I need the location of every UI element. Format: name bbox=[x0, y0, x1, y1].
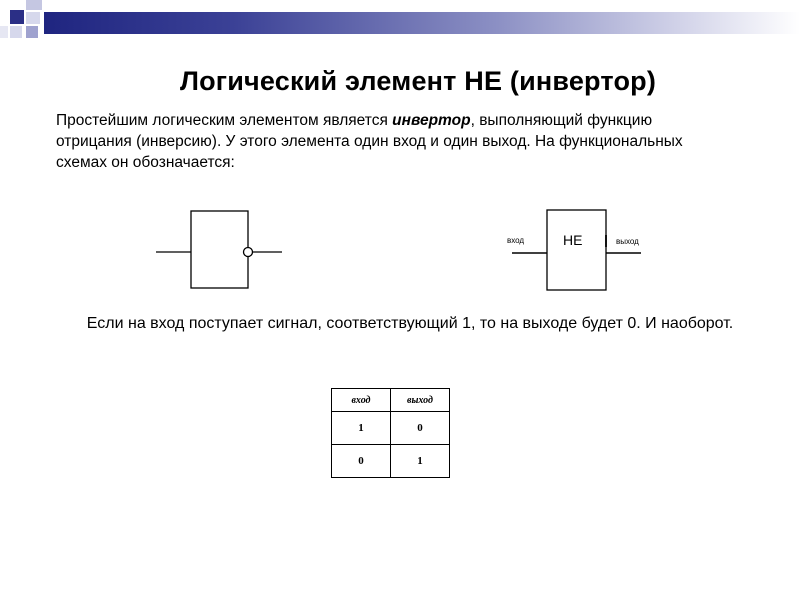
gate2-label: НЕ bbox=[563, 232, 583, 248]
header-gradient-bar bbox=[44, 12, 800, 34]
gate2-input-label: вход bbox=[507, 236, 525, 245]
intro-keyword: инвертор bbox=[392, 112, 471, 129]
table-cell-output: 0 bbox=[391, 412, 450, 445]
header-square-mid bbox=[26, 26, 38, 38]
intro-text-after: , выполняющий функцию отрицания (инверсию). У этого элемента один вход и один выход. На функциональных схемах он обозначается: bbox=[56, 112, 683, 171]
gate1-inversion-circle bbox=[244, 248, 253, 257]
table-row bbox=[332, 445, 450, 478]
truth-table bbox=[331, 388, 450, 478]
column-header-output: выход bbox=[391, 389, 450, 412]
not-gate-symbol-1 bbox=[150, 205, 290, 297]
header-square-light bbox=[26, 12, 40, 24]
header-square-light bbox=[0, 26, 8, 38]
header-square-dark bbox=[10, 10, 24, 24]
gate2-body bbox=[547, 210, 606, 290]
table-header-row bbox=[332, 389, 450, 412]
not-gate-symbol-2 bbox=[500, 205, 660, 297]
header-decoration bbox=[0, 0, 800, 40]
slide-title: Логический элемент НЕ (инвертор) bbox=[179, 66, 657, 96]
table-row bbox=[332, 412, 450, 445]
table-cell-input: 0 bbox=[332, 445, 391, 478]
header-square-light bbox=[26, 0, 42, 10]
intro-paragraph bbox=[56, 110, 696, 173]
gate2-output-label: выход bbox=[616, 237, 639, 246]
table-cell-output: 1 bbox=[391, 445, 450, 478]
header-square-light bbox=[10, 26, 22, 38]
condition-text: Если на вход поступает сигнал, соответствующий 1, то на выходе будет 0. И наоборот. bbox=[86, 315, 734, 332]
intro-text-before: Простейшим логическим элементом является bbox=[56, 112, 393, 129]
column-header-input: вход bbox=[332, 389, 391, 412]
table-cell-input: 1 bbox=[332, 412, 391, 445]
gate1-body bbox=[191, 211, 248, 288]
